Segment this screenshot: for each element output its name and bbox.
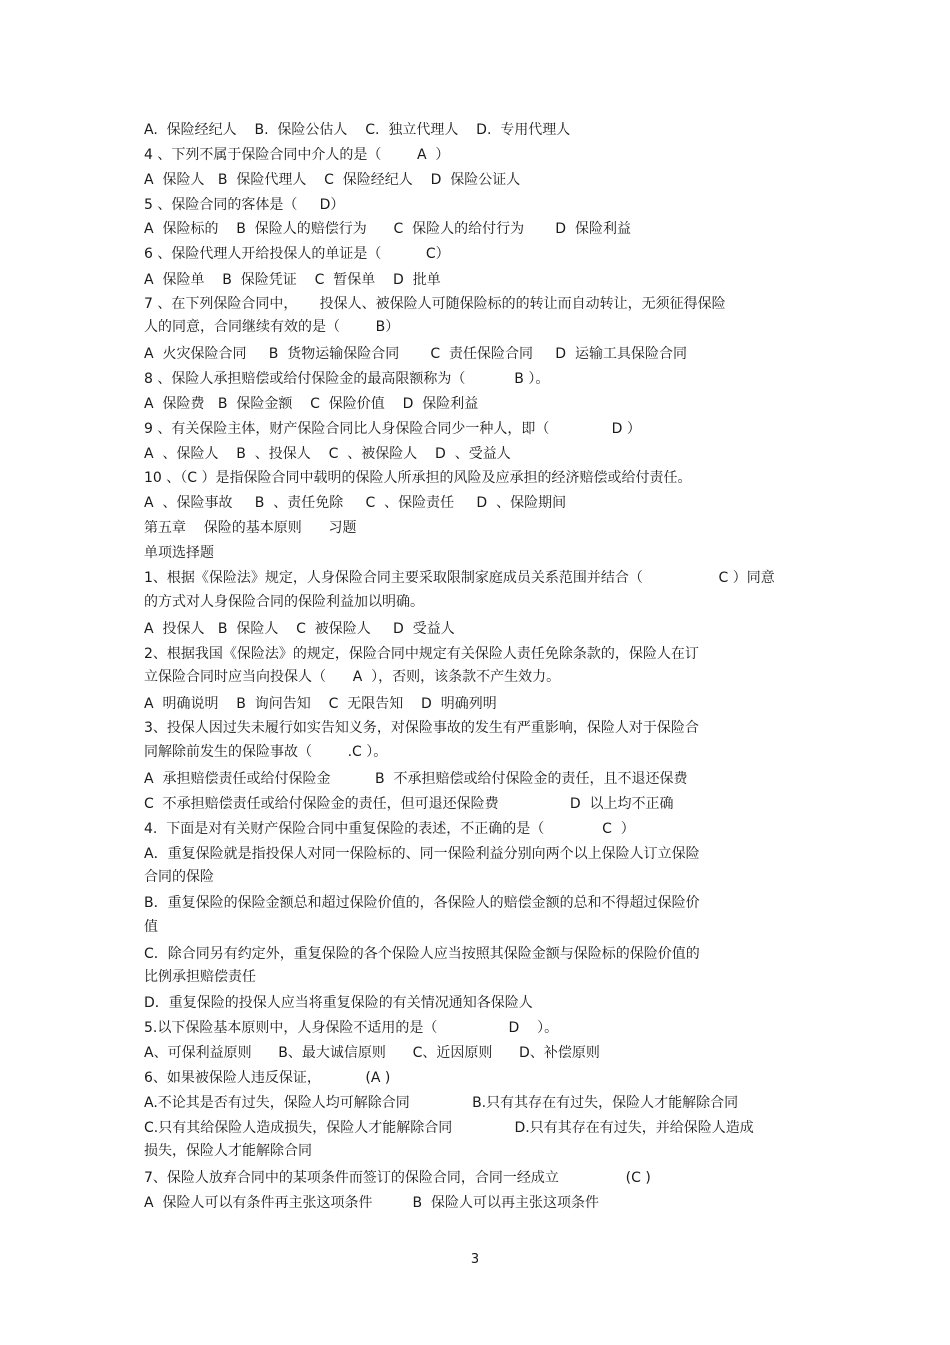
text-line: 7、保险人放弃合同中的某项条件而签订的保险合同，合同一经成立 (C ) <box>144 1170 651 1186</box>
text-line: 9 、有关保险主体，财产保险合同比人身保险合同少一种人，即（ D ） <box>144 421 641 437</box>
text-line: 10 、（C ）是指保险合同中载明的保险人所承担的风险及应承担的经济赔偿或给付责任。 <box>144 470 692 486</box>
text-line: 1、根据《保险法》规定，人身保险合同主要采取限制家庭成员关系范围并结合（ C ）同意 <box>144 570 775 586</box>
text-line: A 保险人可以有条件再主张这项条件 B 保险人可以再主张这项条件 <box>144 1195 600 1211</box>
text-line: A 承担赔偿责任或给付保险金 B 不承担赔偿或给付保险金的责任，且不退还保费 <box>144 771 688 787</box>
text-line: 8 、保险人承担赔偿或给付保险金的最高限额称为（ B ）。 <box>144 371 550 387</box>
text-line: 3、投保人因过失未履行如实告知义务，对保险事故的发生有严重影响，保险人对于保险合 <box>144 720 699 736</box>
text-line: 6 、保险代理人开给投保人的单证是（ C） <box>144 246 450 262</box>
text-line: 6、如果被保险人违反保证， (A ) <box>144 1070 391 1086</box>
page-number: 3 <box>470 1252 480 1267</box>
text-line: 值 <box>144 919 158 935</box>
text-line: A．重复保险就是指投保人对同一保险标的、同一保险利益分别向两个以上保险人订立保险 <box>144 846 700 862</box>
text-line: 比例承担赔偿责任 <box>144 969 256 985</box>
text-line: A.不论其是否有过失，保险人均可解除合同 B.只有其存在有过失，保险人才能解除合同 <box>144 1095 739 1111</box>
text-line: A. 保险经纪人 B. 保险公估人 C. 独立代理人 D. 专用代理人 <box>144 122 571 138</box>
text-line: 7 、在下列保险合同中， 投保人、被保险人可随保险标的的转让而自动转让，无须征得保险 <box>144 296 726 312</box>
text-line: 4 、下列不属于保险合同中介人的是（ A ） <box>144 147 450 163</box>
text-line: D．重复保险的投保人应当将重复保险的有关情况通知各保险人 <box>144 995 533 1011</box>
text-line: A 、保险人 B 、投保人 C 、被保险人 D 、受益人 <box>144 446 511 462</box>
text-line: A 保险标的 B 保险人的赔偿行为 C 保险人的给付行为 D 保险利益 <box>144 221 631 237</box>
text-line: A 保险人 B 保险代理人 C 保险经纪人 D 保险公证人 <box>144 172 521 188</box>
text-line: 2、根据我国《保险法》的规定，保险合同中规定有关保险人责任免除条款的，保险人在订 <box>144 646 699 662</box>
text-line: 合同的保险 <box>144 869 214 885</box>
text-line: A、可保利益原则 B、最大诚信原则 C、近因原则 D、补偿原则 <box>144 1045 600 1061</box>
text-line: A 保险单 B 保险凭证 C 暂保单 D 批单 <box>144 272 441 288</box>
text-line: A 投保人 B 保险人 C 被保险人 D 受益人 <box>144 621 455 637</box>
text-line: 损失，保险人才能解除合同 <box>144 1143 312 1159</box>
text-line: C.只有其给保险人造成损失，保险人才能解除合同 D.只有其存在有过失，并给保险人造成 <box>144 1120 754 1136</box>
text-line: A 明确说明 B 询问告知 C 无限告知 D 明确列明 <box>144 696 497 712</box>
text-line: 人的同意，合同继续有效的是（ B） <box>144 319 400 335</box>
text-line: 5 、保险合同的客体是（ D） <box>144 197 345 213</box>
text-line: C 不承担赔偿责任或给付保险金的责任，但可退还保险费 D 以上均不正确 <box>144 796 674 812</box>
chapter-heading: 第五章 保险的基本原则 习题 <box>144 520 357 536</box>
text-line: 同解除前发生的保险事故（ .C ）。 <box>144 744 388 760</box>
text-line: B．重复保险的保险金额总和超过保险价值的，各保险人的赔偿金额的总和不得超过保险价 <box>144 895 700 911</box>
text-line: A 火灾保险合同 B 货物运输保险合同 C 责任保险合同 D 运输工具保险合同 <box>144 346 687 362</box>
text-line: A 保险费 B 保险金额 C 保险价值 D 保险利益 <box>144 396 479 412</box>
text-line: A 、保险事故 B 、责任免除 C 、保险责任 D 、保险期间 <box>144 495 567 511</box>
section-heading: 单项选择题 <box>144 545 214 561</box>
text-line: 4. 下面是对有关财产保险合同中重复保险的表述，不正确的是（ C ） <box>144 821 635 837</box>
text-line: 立保险合同时应当向投保人（ A ），否则，该条款不产生效力。 <box>144 669 561 685</box>
text-line: C．除合同另有约定外，重复保险的各个保险人应当按照其保险金额与保险标的保险价值的 <box>144 946 700 962</box>
text-line: 5.以下保险基本原则中，人身保险不适用的是（ D ）。 <box>144 1020 559 1036</box>
text-line: 的方式对人身保险合同的保险利益加以明确。 <box>144 594 424 610</box>
